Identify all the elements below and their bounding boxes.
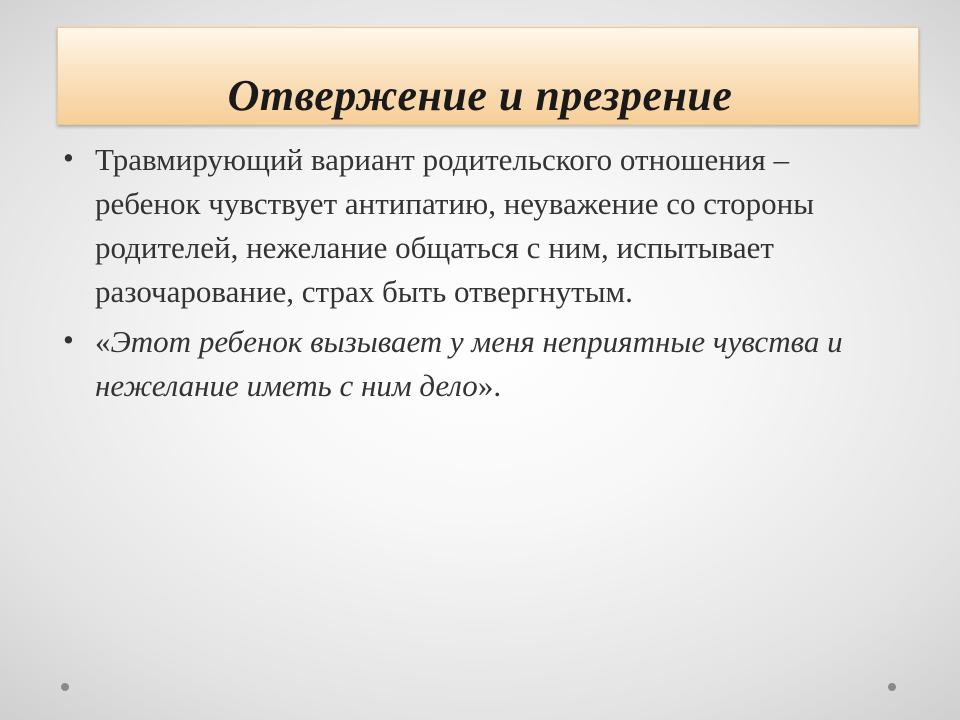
- bullet-text: Травмирующий вариант родительского отношения – ребенок чувствует антипатию, неуважение со стороны родителей, нежелание общаться с ним, испытывает разочарование, страх быть отвергнутым.: [95, 142, 815, 309]
- bullet-dot-icon: •: [63, 322, 74, 357]
- open-quote: «: [95, 324, 111, 359]
- bullet-dot-icon: •: [63, 140, 74, 175]
- close-quote: ».: [477, 368, 502, 403]
- corner-dot-icon: [61, 683, 69, 691]
- quote-text: Этот ребенок вызывает у меня неприятные чувства и нежелание иметь с ним дело: [95, 324, 843, 403]
- slide-title: Отвержение и презрение: [227, 71, 733, 120]
- slide-body: [63, 138, 895, 414]
- bullet-item: [63, 138, 895, 314]
- bullet-item-quote: [63, 320, 895, 408]
- corner-dot-icon: [888, 683, 896, 691]
